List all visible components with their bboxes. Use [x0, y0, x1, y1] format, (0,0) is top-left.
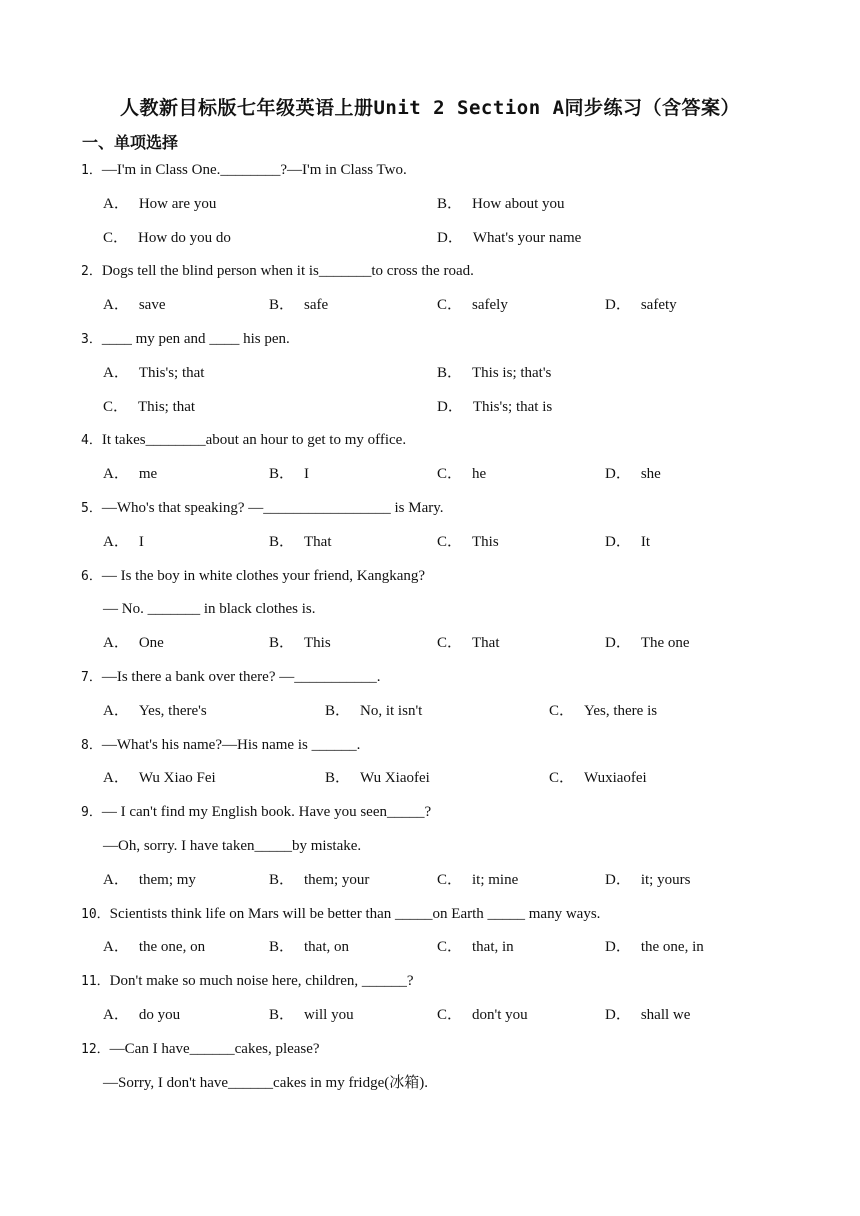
- option-text: One: [138, 635, 164, 652]
- option-c[interactable]: [437, 295, 508, 315]
- option-b[interactable]: [269, 1005, 354, 1025]
- option-letter: A．: [103, 770, 129, 787]
- option-letter: B．: [325, 770, 351, 787]
- option-b[interactable]: [269, 532, 332, 552]
- option-letter: B．: [269, 635, 295, 652]
- option-text: she: [640, 466, 661, 483]
- option-a[interactable]: [103, 464, 157, 484]
- option-b[interactable]: [269, 870, 369, 890]
- option-a[interactable]: [103, 870, 196, 890]
- option-a[interactable]: [103, 768, 216, 788]
- option-letter: A．: [103, 635, 129, 652]
- question-number: 7．: [81, 670, 102, 685]
- option-d[interactable]: [605, 1005, 690, 1025]
- question-line: [81, 160, 407, 181]
- option-text: How about you: [472, 195, 565, 212]
- option-letter: B．: [269, 871, 295, 888]
- option-text: safe: [304, 297, 329, 314]
- option-letter: C．: [437, 1007, 463, 1023]
- option-letter: C．: [437, 939, 463, 956]
- question-line: [81, 971, 414, 992]
- option-text: It: [640, 533, 651, 550]
- option-letter: D．: [605, 466, 631, 483]
- option-text: Wuxiaofei: [584, 770, 647, 787]
- question-text: on Earth: [432, 905, 488, 922]
- option-b[interactable]: [269, 937, 349, 957]
- question-number: 11．: [81, 974, 110, 990]
- option-text: Yes, there is: [584, 702, 658, 719]
- question-text: is Mary.: [390, 500, 444, 516]
- option-text: What's your name: [472, 229, 582, 246]
- option-b[interactable]: [269, 633, 331, 653]
- option-a[interactable]: [103, 363, 204, 383]
- answer-blank: ____: [101, 331, 132, 347]
- option-text: them; my: [138, 871, 196, 888]
- option-text: This; that: [138, 398, 196, 415]
- option-text: do you: [138, 1007, 181, 1023]
- answer-blank: _______: [318, 263, 372, 280]
- option-a[interactable]: [103, 633, 164, 653]
- answer-blank: _____: [487, 905, 526, 922]
- option-letter: A．: [103, 195, 129, 212]
- question-number: 4．: [81, 433, 102, 449]
- question-text: about an hour to get to my office.: [205, 432, 407, 449]
- option-letter: B．: [269, 939, 295, 956]
- option-a[interactable]: [103, 295, 166, 315]
- option-letter: A．: [103, 364, 129, 381]
- option-text: that, in: [472, 939, 514, 956]
- option-text: it; yours: [640, 871, 691, 888]
- question-line: [81, 802, 431, 823]
- question-text: —Who's that speaking? —: [101, 500, 264, 516]
- option-text: that, on: [304, 939, 350, 956]
- option-letter: B．: [437, 364, 463, 381]
- question-number: 9．: [81, 805, 102, 821]
- answer-blank: ________: [220, 162, 281, 178]
- option-letter: D．: [605, 533, 631, 550]
- option-a[interactable]: [103, 532, 144, 552]
- answer-blank: ______: [189, 1040, 235, 1057]
- option-letter: C．: [437, 297, 463, 314]
- option-letter: B．: [325, 702, 351, 719]
- option-a[interactable]: [103, 701, 207, 721]
- option-text: don't you: [472, 1007, 528, 1023]
- question-text: .: [376, 669, 381, 685]
- option-letter: C．: [103, 398, 129, 415]
- option-letter: D．: [605, 1007, 631, 1023]
- option-c[interactable]: [437, 870, 518, 890]
- option-c[interactable]: [437, 633, 500, 653]
- option-letter: B．: [269, 1007, 295, 1023]
- option-b[interactable]: [269, 464, 309, 484]
- option-text: Wu Xiaofei: [360, 770, 430, 787]
- answer-blank: _________________: [263, 500, 391, 516]
- option-text: No, it isn't: [360, 702, 423, 719]
- option-text: me: [138, 466, 158, 483]
- option-text: This's; that: [138, 364, 205, 381]
- option-a[interactable]: [103, 1005, 180, 1025]
- question-text: — Is the boy in white clothes your friend, Kangkang?: [101, 567, 426, 584]
- question-text: many ways.: [525, 905, 601, 922]
- option-letter: B．: [269, 533, 295, 550]
- question-line: [81, 1039, 320, 1060]
- option-c[interactable]: [549, 768, 647, 788]
- question-line: [81, 329, 290, 350]
- question-text: Dogs tell the blind person when it is: [101, 263, 319, 280]
- option-text: This's; that is: [472, 398, 553, 415]
- option-letter: C．: [549, 702, 575, 719]
- option-letter: D．: [605, 871, 631, 888]
- option-letter: A．: [103, 871, 129, 888]
- question-line: [81, 430, 406, 451]
- question-text: ?: [424, 804, 432, 821]
- option-b[interactable]: [325, 701, 422, 721]
- answer-blank: ______: [228, 1074, 274, 1091]
- option-b[interactable]: [325, 768, 430, 788]
- question-text: to cross the road.: [371, 263, 474, 280]
- question-text: .: [356, 736, 361, 753]
- option-letter: A．: [103, 466, 129, 483]
- option-letter: A．: [103, 533, 129, 550]
- option-letter: C．: [549, 770, 575, 787]
- option-text: How are you: [138, 195, 217, 212]
- option-text: I: [138, 533, 144, 550]
- option-d[interactable]: [605, 532, 650, 552]
- question-line: [103, 599, 316, 619]
- question-number: 5．: [81, 501, 102, 516]
- question-text: ?—I'm in Class Two.: [280, 162, 407, 178]
- answer-blank: _____: [254, 838, 292, 854]
- answer-blank: _____: [386, 804, 425, 821]
- question-text: his pen.: [239, 331, 290, 347]
- question-text: Don't make so much noise here, children,: [109, 973, 362, 990]
- document-title: 人教新目标版七年级英语上册Unit 2 Section A同步练习（含答案）: [119, 97, 741, 119]
- option-text: he: [472, 466, 487, 483]
- option-letter: D．: [605, 939, 631, 956]
- question-number: 10．: [81, 906, 110, 922]
- question-text: —Oh, sorry. I have taken: [103, 838, 255, 854]
- option-d[interactable]: [605, 464, 661, 484]
- option-letter: A．: [103, 297, 129, 314]
- option-text: safety: [640, 297, 677, 314]
- question-text: cakes in my fridge(冰箱).: [273, 1074, 428, 1091]
- option-c[interactable]: [103, 228, 231, 248]
- question-number: 6．: [81, 568, 102, 584]
- option-letter: D．: [605, 297, 631, 314]
- question-line: [81, 498, 444, 519]
- option-text: The one: [640, 635, 690, 652]
- option-letter: B．: [269, 466, 295, 483]
- question-line: [81, 566, 425, 587]
- option-text: How do you do: [138, 229, 231, 246]
- answer-blank: ______: [311, 736, 357, 753]
- option-text: Yes, there's: [138, 702, 207, 719]
- option-text: This is; that's: [472, 364, 552, 381]
- option-b[interactable]: [269, 295, 328, 315]
- question-line: [81, 667, 381, 688]
- option-text: I: [304, 466, 310, 483]
- question-text: — No.: [103, 601, 148, 618]
- option-letter: C．: [437, 466, 463, 483]
- option-text: safely: [472, 297, 508, 314]
- option-letter: D．: [605, 635, 631, 652]
- question-text: —What's his name?—His name is: [101, 736, 312, 753]
- option-b[interactable]: [437, 194, 565, 214]
- option-d[interactable]: [605, 633, 690, 653]
- option-b[interactable]: [437, 363, 551, 383]
- question-text: in black clothes is.: [200, 601, 316, 618]
- question-text: —Sorry, I don't have: [103, 1074, 229, 1091]
- answer-blank: _______: [147, 601, 201, 618]
- option-c[interactable]: [437, 532, 499, 552]
- option-c[interactable]: [103, 397, 195, 417]
- option-letter: C．: [437, 871, 463, 888]
- answer-blank: ________: [145, 432, 206, 449]
- section-heading: 一、单项选择: [82, 133, 179, 152]
- option-c[interactable]: [437, 937, 514, 957]
- option-text: save: [138, 297, 166, 314]
- question-line: [81, 735, 360, 756]
- option-d[interactable]: [437, 397, 552, 417]
- question-text: by mistake.: [291, 838, 362, 854]
- question-text: —I'm in Class One.: [101, 162, 221, 178]
- option-letter: A．: [103, 702, 129, 719]
- question-line: [81, 261, 474, 282]
- option-d[interactable]: [437, 228, 581, 248]
- question-line: [81, 904, 600, 925]
- question-text: —Can I have: [109, 1040, 190, 1057]
- option-text: That: [472, 635, 500, 652]
- question-text: ?: [406, 973, 414, 990]
- option-letter: C．: [437, 533, 463, 550]
- option-a[interactable]: [103, 194, 216, 214]
- option-text: This: [304, 635, 331, 652]
- question-text: Scientists think life on Mars will be better than: [109, 905, 396, 922]
- answer-blank: _____: [395, 905, 433, 922]
- option-text: That: [304, 533, 332, 550]
- question-text: cakes, please?: [234, 1040, 320, 1057]
- option-text: shall we: [640, 1007, 691, 1023]
- option-c[interactable]: [437, 464, 486, 484]
- option-text: the one, in: [640, 939, 704, 956]
- option-d[interactable]: [605, 937, 704, 957]
- option-text: will you: [304, 1007, 354, 1023]
- answer-blank: ___________: [294, 669, 377, 685]
- question-number: 2．: [81, 264, 102, 280]
- question-number: 8．: [81, 737, 102, 753]
- option-c[interactable]: [549, 701, 657, 721]
- question-number: 12．: [81, 1041, 110, 1057]
- option-text: the one, on: [138, 939, 206, 956]
- question-text: — I can't find my English book. Have you seen: [101, 804, 387, 821]
- question-text: my pen and: [131, 331, 210, 347]
- option-text: This: [472, 533, 499, 550]
- option-letter: C．: [437, 635, 463, 652]
- question-number: 1．: [81, 163, 102, 178]
- option-text: Wu Xiao Fei: [138, 770, 216, 787]
- option-letter: B．: [437, 195, 463, 212]
- option-d[interactable]: [605, 870, 690, 890]
- question-text: It takes: [101, 432, 146, 449]
- option-c[interactable]: [437, 1005, 528, 1025]
- question-text: —Is there a bank over there? —: [101, 669, 295, 685]
- question-line: [103, 836, 361, 856]
- answer-blank: ______: [361, 973, 407, 990]
- option-a[interactable]: [103, 937, 205, 957]
- option-letter: D．: [437, 229, 463, 246]
- option-d[interactable]: [605, 295, 677, 315]
- question-number: 3．: [81, 332, 102, 347]
- option-text: them; your: [304, 871, 370, 888]
- option-letter: A．: [103, 1007, 129, 1023]
- option-letter: A．: [103, 939, 129, 956]
- option-letter: D．: [437, 398, 463, 415]
- question-line: [103, 1073, 428, 1093]
- option-letter: C．: [103, 229, 129, 246]
- option-text: it; mine: [472, 871, 519, 888]
- option-letter: B．: [269, 297, 295, 314]
- answer-blank: ____: [209, 331, 240, 347]
